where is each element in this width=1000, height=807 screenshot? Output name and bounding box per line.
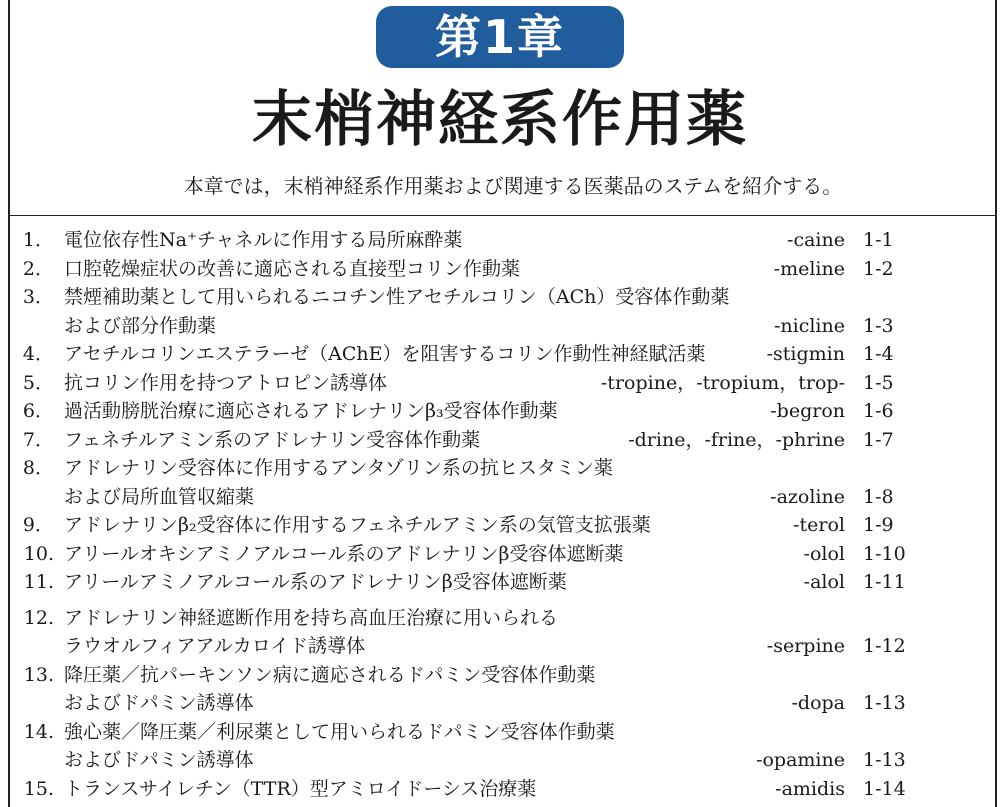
item-section-ref: 1-8: [863, 485, 894, 508]
item-stem: -azoline: [770, 485, 845, 508]
item-stem: -tropine，-tropium，trop-: [600, 371, 845, 394]
item-description: アドレナリン神経遮断作用を持ち高血圧治療に用いられる: [64, 606, 559, 629]
item-section-ref: 1-10: [863, 542, 906, 565]
item-stem: -dopa: [791, 692, 845, 714]
item-number: 11.: [23, 571, 54, 593]
item-description: 禁煙補助薬として用いられるニコチン性アセチルコリン（ACh）受容体作動薬: [64, 286, 730, 308]
item-number: 4．: [22, 343, 54, 365]
list-item: [0, 775, 1000, 804]
item-stem: -serpine: [766, 635, 845, 657]
item-description-continued: および部分作動薬: [64, 314, 217, 337]
item-description-continued: ラウオルフィアアルカロイド誘導体: [64, 635, 366, 657]
chapter-label: 第1章: [434, 10, 565, 64]
item-description: アドレナリンβ₂受容体に作用するフェネチルアミン系の気管支拡張薬: [64, 514, 651, 536]
list-item-continuation: [0, 312, 1000, 341]
item-description: 強心薬／降圧薬／利尿薬として用いられるドパミン受容体作動薬: [64, 720, 615, 743]
section-divider: [10, 215, 995, 216]
list-item: [0, 604, 1000, 633]
chapter-badge: [376, 6, 624, 68]
item-description: アドレナリン受容体に作用するアンタゾリン系の抗ヒスタミン薬: [64, 457, 613, 479]
item-section-ref: 1-13: [863, 692, 906, 714]
item-number: 15.: [23, 777, 54, 800]
item-number: 12.: [23, 606, 54, 629]
item-stem: -nicline: [773, 314, 845, 337]
item-description: 過活動膀胱治療に適応されるアドレナリンβ₃受容体作動薬: [64, 400, 558, 422]
item-stem: -olol: [803, 542, 845, 565]
item-number: 13.: [23, 663, 54, 686]
item-section-ref: 1-2: [863, 257, 894, 280]
chapter-title: 末梢神経系作用薬: [252, 85, 748, 155]
item-description: フェネチルアミン系のアドレナリン受容体作動薬: [64, 428, 481, 451]
list-item-continuation: [0, 746, 1000, 775]
item-number: 6．: [22, 400, 54, 422]
item-section-ref: 1-7: [863, 428, 894, 451]
list-item: [0, 226, 1000, 255]
list-item: [0, 283, 1000, 312]
item-section-ref: 1-14: [863, 777, 906, 800]
item-description: アリールオキシアミノアルコール系のアドレナリンβ受容体遮断薬: [64, 542, 624, 565]
item-section-ref: 1-13: [863, 749, 906, 771]
item-number: 3．: [22, 286, 54, 308]
item-description: 口腔乾燥症状の改善に適応される直接型コリン作動薬: [64, 257, 521, 280]
list-item: [0, 340, 1000, 369]
item-section-ref: 1-12: [863, 635, 906, 657]
item-description-continued: および局所血管収縮薬: [64, 485, 255, 508]
item-stem: -stigmin: [766, 343, 845, 365]
item-stem: -meline: [773, 257, 845, 280]
list-item: [0, 397, 1000, 426]
item-stem: -drine，-frine，-phrine: [628, 428, 845, 451]
list-item: [0, 454, 1000, 483]
chapter-intro: 本章では，末梢神経系作用薬および関連する医薬品のステムを紹介する。: [183, 174, 843, 198]
item-number: 10.: [23, 542, 54, 565]
item-number: 5．: [22, 371, 54, 394]
list-item: [0, 511, 1000, 540]
list-item-continuation: [0, 632, 1000, 661]
list-item: [0, 540, 1000, 569]
stem-list: [0, 226, 1000, 803]
item-stem: -begron: [770, 400, 845, 422]
list-item: [0, 369, 1000, 398]
item-number: 9．: [22, 514, 54, 536]
item-stem: -opamine: [756, 749, 845, 771]
item-description-continued: およびドパミン誘導体: [64, 749, 254, 771]
list-item: [0, 568, 1000, 597]
item-number: 7．: [22, 428, 54, 451]
item-stem: -alol: [803, 571, 845, 593]
item-description: トランスサイレチン（TTR）型アミロイドーシス治療薬: [64, 777, 537, 800]
item-description: アリールアミノアルコール系のアドレナリンβ受容体遮断薬: [64, 571, 567, 593]
item-stem: -caine: [787, 229, 845, 251]
item-section-ref: 1-4: [863, 343, 894, 365]
item-description: アセチルコリンエステラーゼ（AChE）を阻害するコリン作動性神経賦活薬: [64, 343, 706, 365]
item-stem: -amidis: [775, 777, 845, 800]
item-section-ref: 1-5: [863, 371, 894, 394]
item-number: 14.: [23, 720, 54, 743]
item-description-continued: およびドパミン誘導体: [64, 692, 254, 714]
list-item: [0, 255, 1000, 284]
list-item-continuation: [0, 483, 1000, 512]
item-number: 1．: [22, 229, 54, 251]
item-description: 降圧薬／抗パーキンソン病に適応されるドパミン受容体作動薬: [64, 663, 596, 686]
item-number: 8．: [22, 457, 54, 479]
item-section-ref: 1-6: [863, 400, 894, 422]
list-item: [0, 718, 1000, 747]
item-description: 抗コリン作用を持つアトロピン誘導体: [64, 371, 388, 394]
item-description: 電位依存性Na⁺チャネルに作用する局所麻酔薬: [64, 229, 463, 251]
item-stem: -terol: [793, 514, 845, 536]
item-section-ref: 1-11: [863, 571, 906, 593]
item-number: 2．: [22, 257, 54, 280]
list-item-continuation: [0, 689, 1000, 718]
item-section-ref: 1-3: [863, 314, 894, 337]
item-section-ref: 1-1: [863, 229, 894, 251]
list-item: [0, 661, 1000, 690]
item-section-ref: 1-9: [863, 514, 894, 536]
list-item: [0, 426, 1000, 455]
